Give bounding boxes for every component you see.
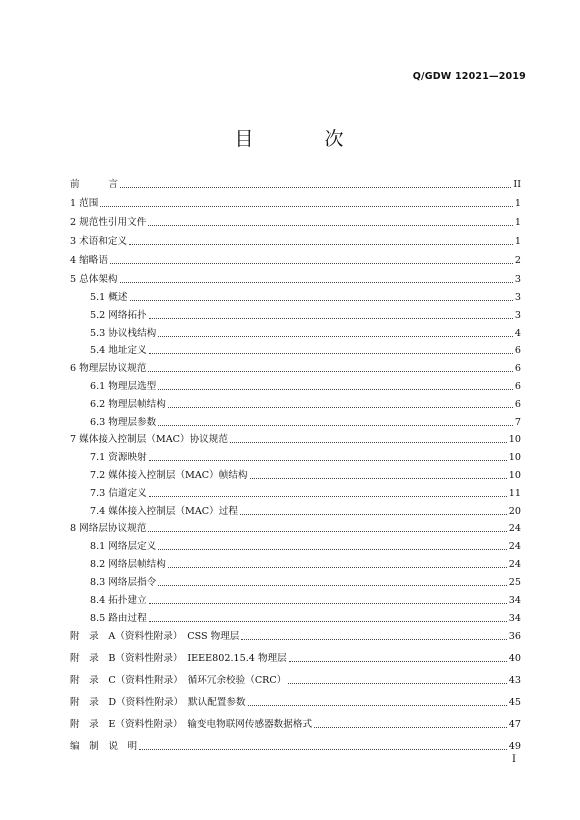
dot-leader bbox=[149, 460, 507, 461]
toc-entry-label: 8.3 网络层指令 bbox=[90, 577, 157, 588]
toc-entry[interactable] bbox=[70, 213, 521, 229]
toc-entry-page: 6 bbox=[514, 363, 521, 374]
dot-leader bbox=[129, 244, 513, 245]
toc-entry[interactable] bbox=[90, 466, 521, 482]
toc-entry-label: 7.3 信道定义 bbox=[90, 488, 147, 499]
toc-entry-label: 6.2 物理层帧结构 bbox=[90, 399, 166, 410]
dot-leader bbox=[158, 425, 513, 426]
dot-leader bbox=[149, 318, 513, 319]
toc-entry-page: 24 bbox=[508, 559, 521, 570]
dot-leader bbox=[148, 225, 513, 226]
dot-leader bbox=[248, 705, 507, 706]
dot-leader bbox=[240, 514, 507, 515]
toc-entry[interactable] bbox=[70, 671, 521, 687]
toc-entry[interactable] bbox=[90, 591, 521, 607]
toc-entry-label: 1 范围 bbox=[70, 198, 99, 209]
toc-entry-label: 6.1 物理层选型 bbox=[90, 381, 157, 392]
toc-entry-page: 7 bbox=[514, 417, 521, 428]
toc-entry[interactable] bbox=[90, 484, 521, 500]
dot-leader bbox=[168, 567, 507, 568]
toc-entry[interactable] bbox=[70, 270, 521, 286]
toc-entry[interactable] bbox=[90, 306, 521, 322]
toc-entry-page: 6 bbox=[514, 345, 521, 356]
toc-entry-label: 编 制 说 明 bbox=[70, 741, 138, 752]
toc-entry-label: 8.2 网络层帧结构 bbox=[90, 559, 166, 570]
toc-entry-page: 36 bbox=[508, 631, 521, 642]
toc-entry[interactable] bbox=[70, 251, 521, 267]
toc-entry-label: 前 言 bbox=[70, 179, 118, 190]
toc-entry-page: 1 bbox=[514, 217, 521, 228]
toc-entry[interactable] bbox=[90, 377, 521, 393]
page-title: 目 次 bbox=[234, 128, 370, 150]
toc-entry[interactable] bbox=[70, 693, 521, 709]
dot-leader bbox=[130, 300, 513, 301]
toc-entry-label: 8.4 拓扑建立 bbox=[90, 595, 147, 606]
toc-entry-label: 附 录 B（资料性附录） IEEE802.15.4 物理层 bbox=[70, 653, 287, 664]
toc-entry[interactable] bbox=[90, 324, 521, 340]
toc-entry[interactable] bbox=[70, 232, 521, 248]
dot-leader bbox=[289, 661, 507, 662]
toc-entry-page: 11 bbox=[508, 488, 521, 499]
toc-entry-label: 5.4 地址定义 bbox=[90, 345, 147, 356]
toc-entry-label: 8.1 网络层定义 bbox=[90, 541, 157, 552]
toc-entry-label: 3 术语和定义 bbox=[70, 236, 128, 247]
toc-entry[interactable] bbox=[70, 359, 521, 375]
toc-entry-label: 5.3 协议栈结构 bbox=[90, 328, 157, 339]
toc-entry-label: 附 录 D（资料性附录） 默认配置参数 bbox=[70, 697, 246, 708]
toc-entry[interactable] bbox=[70, 649, 521, 665]
dot-leader bbox=[139, 749, 507, 750]
toc-entry-label: 4 缩略语 bbox=[70, 255, 108, 266]
toc-entry[interactable] bbox=[70, 194, 521, 210]
toc-entry[interactable] bbox=[70, 519, 521, 535]
toc-entry-label: 附 录 E（资料性附录） 输变电物联网传感器数据格式 bbox=[70, 719, 313, 730]
dot-leader bbox=[149, 621, 507, 622]
dot-leader bbox=[241, 639, 506, 640]
dot-leader bbox=[148, 371, 513, 372]
dot-leader bbox=[120, 282, 513, 283]
toc-entry[interactable] bbox=[90, 502, 521, 518]
dot-leader bbox=[288, 683, 506, 684]
dot-leader bbox=[100, 206, 513, 207]
toc-entry[interactable] bbox=[70, 627, 521, 643]
toc-entry-label: 6 物理层协议规范 bbox=[70, 363, 147, 374]
toc-entry-label: 2 规范性引用文件 bbox=[70, 217, 147, 228]
toc-entry-page: 4 bbox=[514, 328, 521, 339]
toc-entry-label: 8.5 路由过程 bbox=[90, 613, 147, 624]
dot-leader bbox=[149, 353, 513, 354]
dot-leader bbox=[168, 407, 513, 408]
toc-entry[interactable] bbox=[90, 555, 521, 571]
toc-entry-label: 7.4 媒体接入控制层（MAC）过程 bbox=[90, 506, 238, 517]
dot-leader bbox=[110, 263, 513, 264]
toc-entry-page: 1 bbox=[514, 236, 521, 247]
toc-entry-label: 附 录 A（资料性附录） CSS 物理层 bbox=[70, 631, 240, 642]
dot-leader bbox=[158, 549, 507, 550]
dot-leader bbox=[158, 585, 507, 586]
toc-entry-page: 10 bbox=[508, 434, 521, 445]
toc-entry-page: 34 bbox=[508, 613, 521, 624]
toc-entry-page: 47 bbox=[508, 719, 521, 730]
page-number: I bbox=[512, 754, 516, 765]
dot-leader bbox=[149, 496, 507, 497]
toc-entry[interactable] bbox=[90, 413, 521, 429]
toc-entry[interactable] bbox=[90, 341, 521, 357]
toc-entry[interactable] bbox=[90, 573, 521, 589]
toc-entry-label: 7.2 媒体接入控制层（MAC）帧结构 bbox=[90, 470, 248, 481]
dot-leader bbox=[158, 389, 513, 390]
toc-entry-label: 5 总体架构 bbox=[70, 274, 118, 285]
toc-entry-page: 3 bbox=[514, 310, 521, 321]
dot-leader bbox=[148, 531, 506, 532]
standard-code: Q/GDW 12021—2019 bbox=[412, 71, 526, 82]
toc-entry-label: 6.3 物理层参数 bbox=[90, 417, 157, 428]
toc-entry-page: 45 bbox=[508, 697, 521, 708]
toc-entry-page: 24 bbox=[508, 541, 521, 552]
toc-entry[interactable] bbox=[90, 288, 521, 304]
toc-entry-page: 2 bbox=[514, 255, 521, 266]
toc-entry-label: 5.2 网络拓扑 bbox=[90, 310, 147, 321]
toc-entry-label: 5.1 概述 bbox=[90, 292, 128, 303]
toc-entry-label: 7.1 资源映射 bbox=[90, 452, 147, 463]
toc-entry-page: 10 bbox=[508, 452, 521, 463]
toc-entry[interactable] bbox=[90, 537, 521, 553]
toc-entry[interactable] bbox=[70, 175, 521, 191]
toc-entry-page: 49 bbox=[508, 741, 521, 752]
toc-entry-page: 10 bbox=[508, 470, 521, 481]
dot-leader bbox=[120, 187, 511, 188]
toc-entry-label: 8 网络层协议规范 bbox=[70, 523, 147, 534]
toc-entry-page: 34 bbox=[508, 595, 521, 606]
toc-entry-page: 25 bbox=[508, 577, 521, 588]
toc-entry[interactable] bbox=[90, 395, 521, 411]
dot-leader bbox=[314, 727, 507, 728]
toc-entry[interactable] bbox=[90, 448, 521, 464]
toc-entry[interactable] bbox=[90, 609, 521, 625]
toc-entry[interactable] bbox=[70, 737, 521, 753]
dot-leader bbox=[149, 603, 507, 604]
toc-entry[interactable] bbox=[70, 430, 521, 446]
toc-entry-page: II bbox=[513, 179, 521, 190]
dot-leader bbox=[230, 442, 507, 443]
toc-entry-page: 43 bbox=[508, 675, 521, 686]
dot-leader bbox=[250, 478, 507, 479]
toc-entry-page: 3 bbox=[514, 274, 521, 285]
toc-entry-label: 附 录 C（资料性附录） 循环冗余校验（CRC） bbox=[70, 675, 287, 686]
toc-entry-page: 40 bbox=[508, 653, 521, 664]
toc-entry-page: 6 bbox=[514, 399, 521, 410]
toc-entry-page: 6 bbox=[514, 381, 521, 392]
toc-entry-page: 24 bbox=[508, 523, 521, 534]
toc-entry-page: 20 bbox=[508, 506, 521, 517]
toc-entry-page: 3 bbox=[514, 292, 521, 303]
toc-entry[interactable] bbox=[70, 715, 521, 731]
toc-entry-page: 1 bbox=[514, 198, 521, 209]
dot-leader bbox=[158, 336, 513, 337]
toc-entry-label: 7 媒体接入控制层（MAC）协议规范 bbox=[70, 434, 228, 445]
